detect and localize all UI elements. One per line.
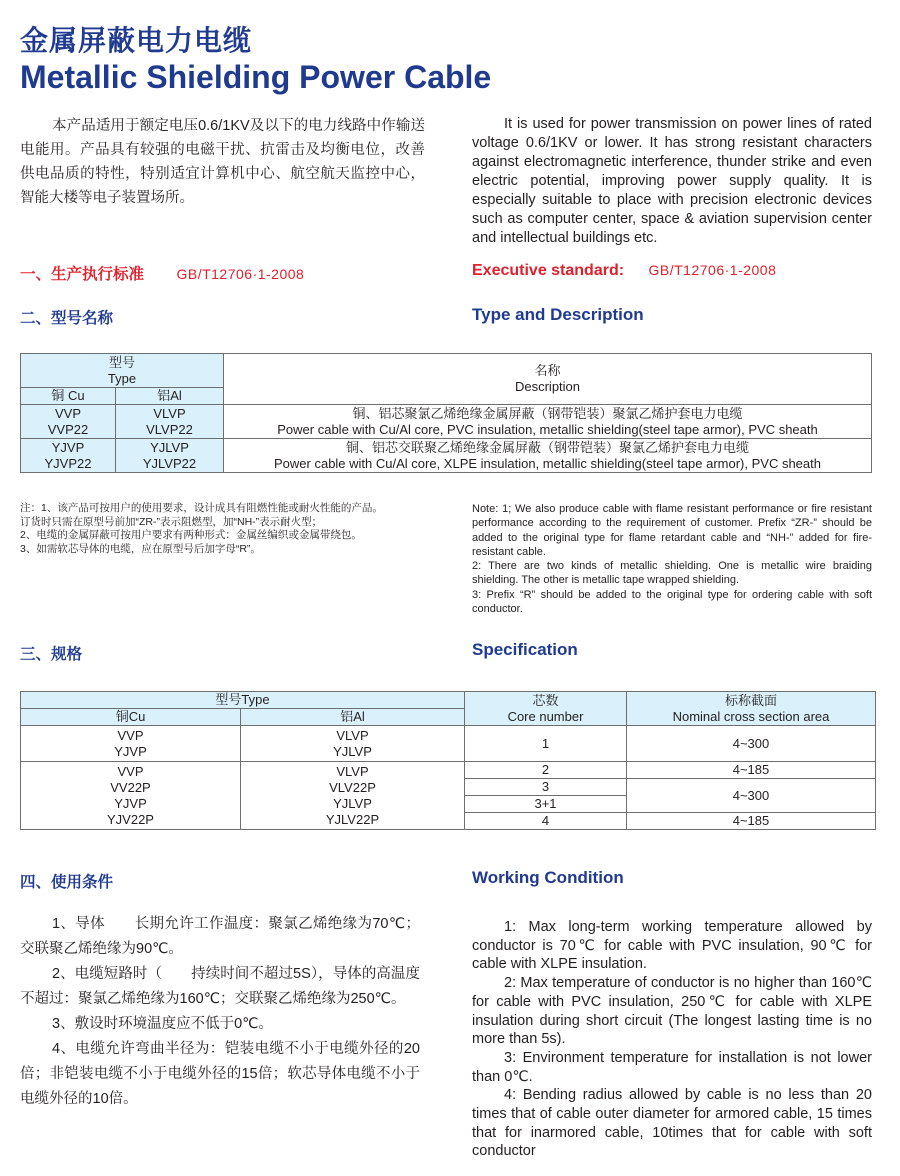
condition-item: 1: Max long-term working temperature allowed by conductor is 70℃ for cable with PVC insulation, 90℃ for cable with XLPE insulation. <box>472 919 872 973</box>
notes-en: Note: 1; We also produce cable with flame resistant performance or fire resistant performance according to the requirement of customer. Prefix “ZR-” should be added to the original type for flame retardant cable and “NH-” added for fire-resistant cable. 2: There are two kinds of metallic shielding. One is metallic wire braiding shielding. The other is metallic tape wrapped shielding. 3: Prefix “R” should be added to the original type for ordering cable with soft conductor. <box>472 503 872 616</box>
table-row <box>21 726 876 762</box>
core-number-cell: 2 <box>465 762 627 779</box>
conditions-cn <box>20 912 420 1112</box>
page-title-cn: 金属屏蔽电力电缆 <box>20 25 253 56</box>
cu-header-cell: 铜 Cu <box>21 388 116 405</box>
cross-section-cell: 4~300 <box>627 779 876 813</box>
type-heading-cn: 二、型号名称 <box>20 310 114 327</box>
al-header-cell: 铝Al <box>241 709 465 726</box>
condition-item: 2、电缆短路时（ 持续时间不超过5S），导体的高温度不超过：聚氯乙烯绝缘为160℃；交联聚乙烯绝缘为250℃。 <box>20 966 420 1007</box>
cu-type-cell: VVP VVP22 <box>21 405 116 439</box>
cross-section-cell: 4~185 <box>627 813 876 830</box>
type-heading-en: Type and Description <box>472 305 644 324</box>
al-type-cell: VLVP VLV22P YJLVP YJLV22P <box>241 762 465 830</box>
standard-heading-en: Executive standard: <box>472 262 625 279</box>
cross-section-cell: 4~185 <box>627 762 876 779</box>
type-header-cell: 型号Type <box>21 692 465 709</box>
core-number-cell: 4 <box>465 813 627 830</box>
description-cell: 铜、铝芯聚氯乙烯绝缘金属屏蔽（钢带铠装）聚氯乙烯护套电力电缆 Power cable with Cu/Al core, PVC insulation, metallic shielding(steel tape armor), PVC sheath <box>224 405 872 439</box>
spec-table <box>20 691 876 830</box>
description-cell: 铜、铝芯交联聚乙烯绝缘金属屏蔽（钢带铠装）聚氯乙烯护套电力电缆 Power cable with Cu/Al core, XLPE insulation, metallic shielding(steel tape armor), PVC sheath <box>224 439 872 473</box>
intro-cn: 本产品适用于额定电压0.6/1KV及以下的电力线路中作输送电能用。产品具有较强的电磁干扰、抗雷击及均衡电位，改善供电品质的特性，特别适宜计算机中心、航空航天监控中心，智能大楼等电子装置场所。 <box>20 118 425 206</box>
cu-type-cell: YJVP YJVP22 <box>21 439 116 473</box>
cu-header-cell: 铜Cu <box>21 709 241 726</box>
condition-item: 3、敷设时环境温度应不低于0℃。 <box>52 1016 273 1032</box>
core-number-cell: 1 <box>465 726 627 762</box>
al-type-cell: VLVP YJLVP <box>241 726 465 762</box>
core-number-cell: 3 <box>465 779 627 796</box>
spec-heading-en: Specification <box>472 640 578 659</box>
standard-value-cn: GB/T12706·1-2008 <box>176 266 305 282</box>
cross-section-cell: 4~300 <box>627 726 876 762</box>
table-row <box>21 762 876 779</box>
condition-heading-en: Working Condition <box>472 868 624 887</box>
table-row <box>21 405 872 439</box>
al-header-cell: 铝Al <box>116 388 224 405</box>
core-number-cell: 3+1 <box>465 796 627 813</box>
conditions-en <box>472 918 872 1161</box>
condition-item: 4、电缆允许弯曲半径为：铠装电缆不小于电缆外径的20倍；非铠装电缆不小于电缆外径的15倍；软芯导体电缆不小于电缆外径的10倍。 <box>20 1041 420 1107</box>
condition-heading-cn: 四、使用条件 <box>20 874 114 891</box>
type-header-cell: 型号 Type <box>21 354 224 388</box>
page-title-en: Metallic Shielding Power Cable <box>20 59 492 95</box>
al-type-cell: VLVP VLVP22 <box>116 405 224 439</box>
cross-section-header-cell: 标称截面 Nominal cross section area <box>627 692 876 726</box>
condition-item: 4: Bending radius allowed by cable is no less than 20 times that of cable outer diameter for armored cable, 15 times that for inarmored cable, 10times that for cable with soft conductor <box>472 1087 872 1160</box>
type-table-header-row <box>21 354 872 388</box>
spec-table-header-row <box>21 692 876 709</box>
core-number-header-cell: 芯数 Core number <box>465 692 627 726</box>
al-type-cell: YJLVP YJLVP22 <box>116 439 224 473</box>
condition-item: 1、导体 长期允许工作温度：聚氯乙烯绝缘为70℃；交联聚乙烯绝缘为90℃。 <box>20 916 420 957</box>
type-table <box>20 353 872 473</box>
notes-cn: 注：1、该产品可按用户的使用要求，设计成具有阻燃性能或耐火性能的产品。 订货时只需在原型号前加“ZR-”表示阻燃型，加“NH-”表示耐火型； 2、电缆的金属屏蔽可按用户要求有两种形式：金属丝编织或金属带绕包。 3、如需软芯导体的电缆，应在原型号后加字母“R”。 <box>20 502 383 555</box>
description-header-cell: 名称 Description <box>224 354 872 405</box>
table-row <box>21 439 872 473</box>
standard-heading-cn: 一、生产执行标准 <box>20 266 145 283</box>
condition-item: 3: Environment temperature for installation is not lower than 0℃. <box>472 1049 872 1085</box>
spec-heading-cn: 三、规格 <box>20 646 83 663</box>
intro-en: It is used for power transmission on power lines of rated voltage 0.6/1KV or lower. It has strong resistant characters against electromagnetic interference, thunder strike and even electric potential, improving power supply quality. It is especially suitable to place with precision electronic devices such as computer center, space & aviation supervision center and intellectual buildings etc. <box>472 116 872 246</box>
standard-cn-row <box>20 262 304 284</box>
cu-type-cell: VVP YJVP <box>21 726 241 762</box>
standard-en-row <box>472 262 776 280</box>
standard-value-en: GB/T12706·1-2008 <box>648 262 777 278</box>
condition-item: 2: Max temperature of conductor is no higher than 160℃ for cable with PVC insulation, 250℃ for cable with XLPE insulation during short circuit (The longest lasting time is no more than 5s). <box>472 975 872 1048</box>
cu-type-cell: VVP VV22P YJVP YJV22P <box>21 762 241 830</box>
